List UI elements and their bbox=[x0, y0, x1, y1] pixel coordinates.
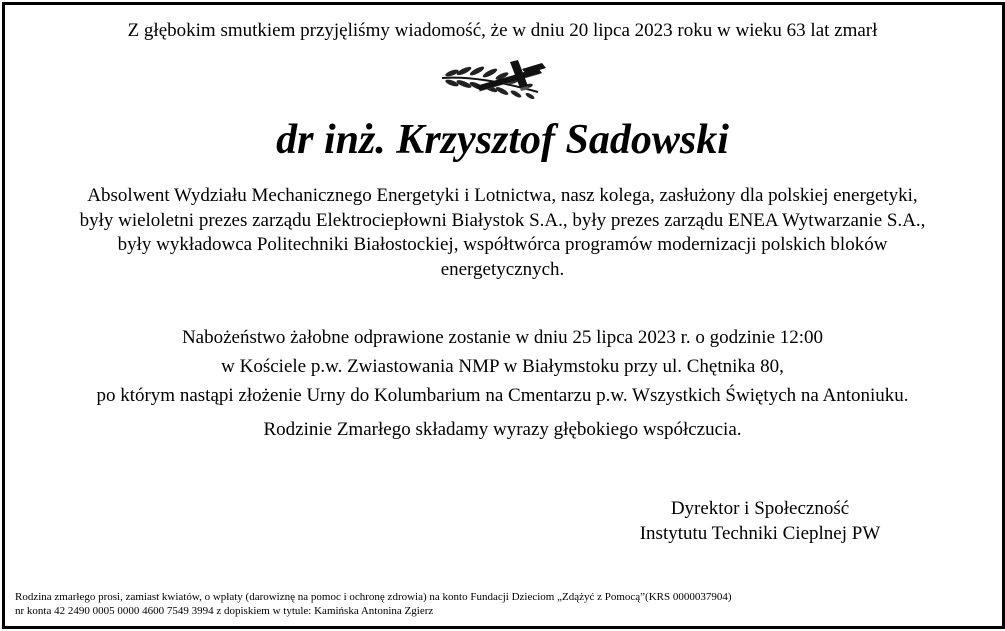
service-line: Nabożeństwo żałobne odprawione zostanie w dniu 25 lipca 2023 r. o godzinie 12:00 bbox=[181, 327, 824, 348]
biography-line: były wieloletni prezes zarządu Elektrociepłowni Białystok S.A., były prezes zarządu ENEA Wytwarzanie S.A., bbox=[79, 209, 926, 231]
condolence-text: Rodzinie Zmarłego składamy wyrazy głębokiego współczucia. bbox=[263, 419, 742, 440]
deceased-name: dr inż. Krzysztof Sadowski bbox=[276, 117, 729, 163]
service-line: po którym nastąpi złożenie Urny do Kolumbarium na Cmentarzu p.w. Wszystkich Świętych na Antoniuku. bbox=[96, 385, 909, 406]
cross-with-palm-branch-icon bbox=[438, 56, 568, 104]
intro-text: Z głębokim smutkiem przyjęliśmy wiadomość, że w dniu 20 lipca 2023 roku w wieku 63 lat zmarł bbox=[127, 20, 878, 41]
biography bbox=[20, 184, 985, 282]
biography-line: były wykładowca Politechniki Białostockiej, współtwórca programów modernizacji polskich bloków bbox=[117, 234, 888, 255]
signature-line: Dyrektor i Społeczność bbox=[670, 498, 850, 519]
biography-line: energetycznych. bbox=[440, 258, 565, 280]
footnote-line: Rodzina zmarłego prosi, zamiast kwiatów, o wpłaty (darowiznę na pomoc i ochronę zdrowia) na konto Fundacji Dzieciom „Zdążyć z Pomocą”(KRS 0000037904) bbox=[15, 591, 732, 603]
biography-line: Absolwent Wydziału Mechanicznego Energetyki i Lotnictwa, nasz kolega, zasłużony dla polskiej energetyki, bbox=[87, 185, 918, 206]
signature-line: Instytutu Techniki Cieplnej PW bbox=[639, 523, 881, 544]
service-line: w Kościele p.w. Zwiastowania NMP w Białymstoku przy ul. Chętnika 80, bbox=[221, 356, 784, 377]
signature bbox=[600, 496, 920, 546]
footnote-line: nr konta 42 2490 0005 0000 4600 7549 3994 z dopiskiem w tytule: Kamińska Antonina Zgierz bbox=[15, 605, 434, 617]
donation-footnote bbox=[15, 590, 985, 618]
funeral-service-info bbox=[20, 323, 985, 410]
